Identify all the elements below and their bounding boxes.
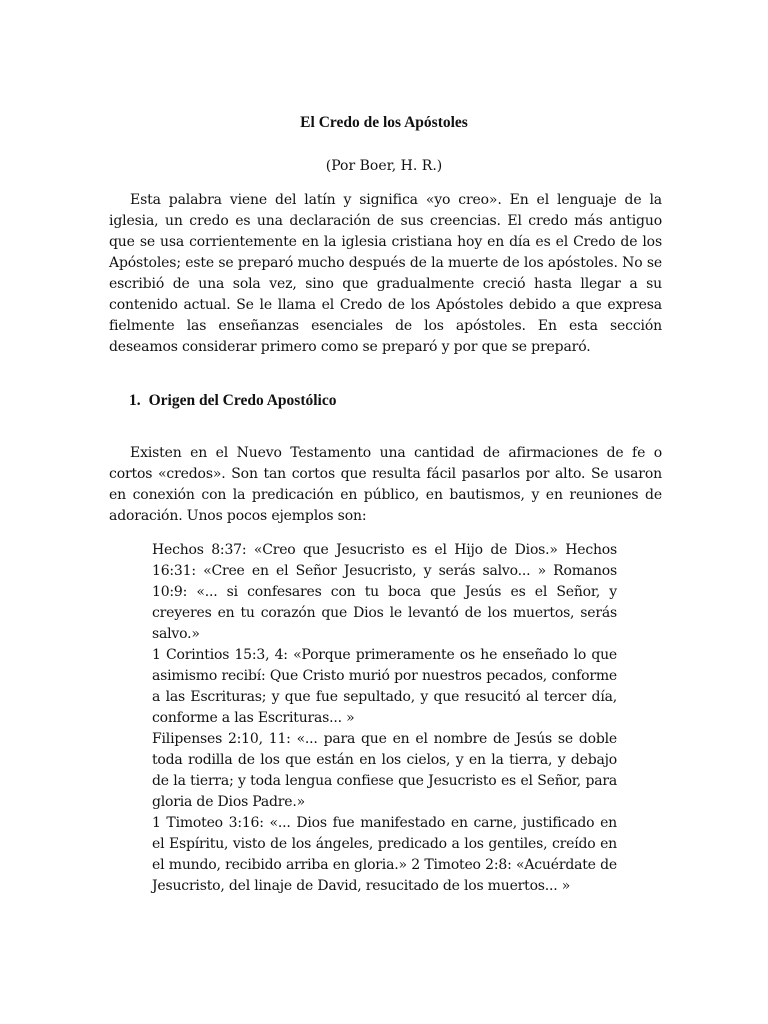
quote-block: Filipenses 2:10, 11: «... para que en el nombre de Jesús se doble toda rodilla de los que están en los cielos, y en la tierra, y debajo de la tierra; y toda lengua confiese que Jesucristo es el Señor, para gloria de Dios Padre.»	[152, 731, 617, 810]
section-paragraph: Existen en el Nuevo Testamento una cantidad de afirmaciones de fe o cortos «credos». Son tan cortos que resulta fácil pasarlos por alto. Se usaron en conexión con la predicación en público, en bautismos, y en reuniones de adoración. Unos pocos ejemplos son:	[109, 445, 662, 524]
document-author: (Por Boer, H. R.)	[325, 158, 443, 174]
scripture-quotes	[152, 540, 617, 897]
quote-block: 1 Timoteo 3:16: «... Dios fue manifestado en carne, justificado en el Espíritu, visto de los ángeles, predicado a los gentiles, creído en el mundo, recibido arriba en gloria.» 2 Timoteo 2:8: «Acuérdate de Jesucristo, del linaje de David, resucitado de los muertos... »	[152, 815, 617, 894]
intro-paragraph: Esta palabra viene del latín y significa «yo creo». En el lenguaje de la iglesia, un credo es una declaración de sus creencias. El credo más antiguo que se usa corrientemente en la iglesia cristiana hoy en día es el Credo de los Apóstoles; este se preparó mucho después de la muerte de los apóstoles. No se escribió de una sola vez, sino que gradualmente creció hasta llegar a su contenido actual. Se le llama el Credo de los Apóstoles debido a que expresa fielmente las enseñanzas esenciales de los apóstoles. En esta sección deseamos considerar primero como se preparó y por que se preparó.	[109, 192, 662, 355]
document-title: El Credo de los Apóstoles	[300, 114, 468, 131]
quote-block: 1 Corintios 15:3, 4: «Porque primeramente os he enseñado lo que asimismo recibí: Que Cristo murió por nuestros pecados, conforme a las Escrituras; y que fue sepultado, y que resucitó al tercer día, conforme a las Escrituras... »	[152, 647, 617, 726]
quote-block: Hechos 8:37: «Creo que Jesucristo es el Hijo de Dios.» Hechos 16:31: «Cree en el Señor Jesucristo, y serás salvo... » Romanos 10:9: «... si confesares con tu boca que Jesús es el Señor, y creyeres en tu corazón que Dios le levantó de los muertos, serás salvo.»	[152, 542, 617, 642]
section-title: Origen del Credo Apostólico	[148, 392, 337, 409]
section-number: 1.	[129, 392, 141, 409]
section-heading	[129, 392, 337, 410]
